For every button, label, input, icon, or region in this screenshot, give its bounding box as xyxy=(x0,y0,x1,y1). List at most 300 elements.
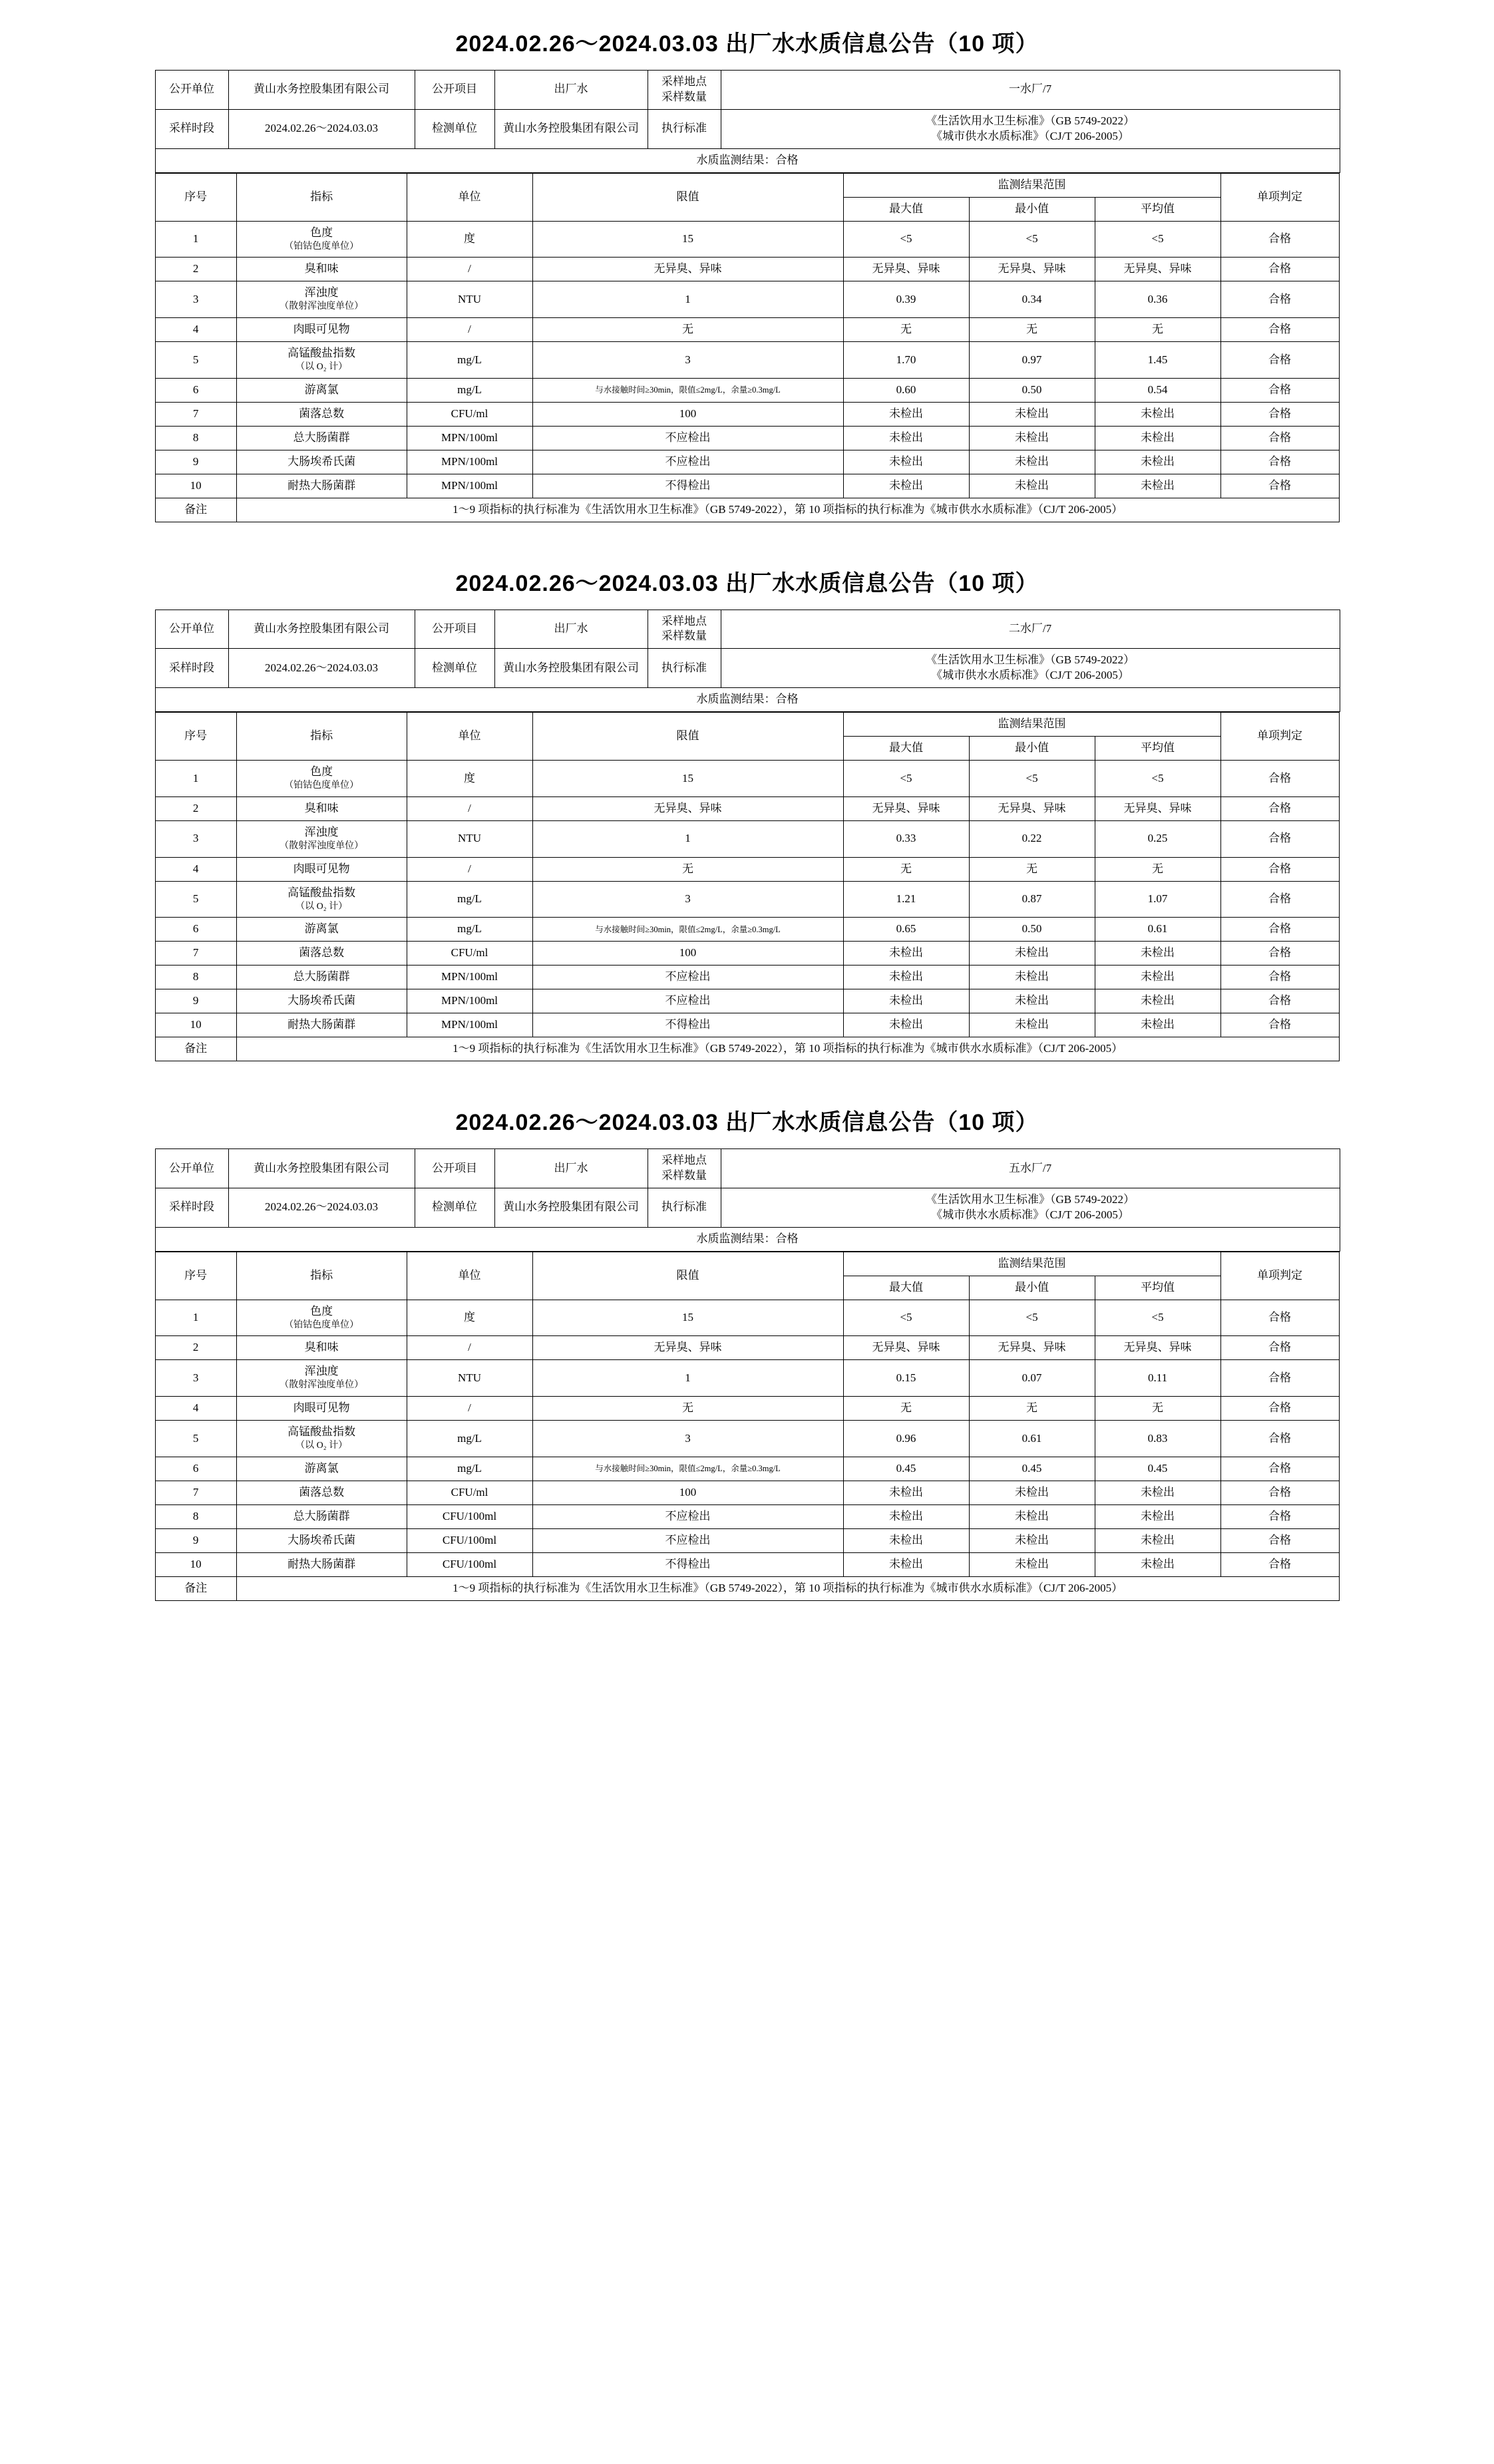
cell-judgement: 合格 xyxy=(1220,1300,1339,1336)
label-sample-site xyxy=(648,71,721,110)
value-standard xyxy=(721,649,1340,688)
cell-avg: 0.54 xyxy=(1095,378,1220,402)
page-title: 2024.02.26～2024.03.03 出厂水水质信息公告（10 项） xyxy=(455,570,1039,596)
cell-unit: MPN/100ml xyxy=(407,989,532,1013)
table-row xyxy=(155,1481,1339,1504)
value-test-unit: 黄山水务控股集团有限公司 xyxy=(494,649,648,688)
cell-index: 3 xyxy=(155,1360,236,1397)
cell-limit: 不得检出 xyxy=(532,474,843,498)
value-test-unit: 黄山水务控股集团有限公司 xyxy=(494,109,648,148)
cell-judgement: 合格 xyxy=(1220,1481,1339,1504)
cell-unit: MPN/100ml xyxy=(407,450,532,474)
indicator-name: 肉眼可见物 xyxy=(293,862,350,875)
indicator-name-sub: （铂钴色度单位） xyxy=(284,1320,359,1330)
cell-index: 8 xyxy=(155,1504,236,1528)
cell-indicator xyxy=(236,796,407,820)
cell-indicator xyxy=(236,1421,407,1457)
cell-indicator xyxy=(236,881,407,918)
cell-index: 2 xyxy=(155,1336,236,1360)
cell-min: <5 xyxy=(969,761,1095,797)
cell-unit: mg/L xyxy=(407,378,532,402)
cell-avg: 0.11 xyxy=(1095,1360,1220,1397)
cell-avg: 未检出 xyxy=(1095,450,1220,474)
cell-indicator xyxy=(236,1552,407,1576)
cell-indicator xyxy=(236,966,407,989)
report-meta-table xyxy=(155,610,1340,713)
cell-indicator xyxy=(236,989,407,1013)
cell-max: 无 xyxy=(843,857,969,881)
meta-row-result xyxy=(155,1227,1340,1251)
cell-unit: / xyxy=(407,318,532,342)
indicator-name: 耐热大肠菌群 xyxy=(287,1557,356,1570)
cell-limit: 无异臭、异味 xyxy=(532,796,843,820)
cell-unit: 度 xyxy=(407,221,532,258)
label-standard: 执行标准 xyxy=(648,1188,721,1227)
cell-unit: NTU xyxy=(407,281,532,318)
cell-indicator xyxy=(236,1528,407,1552)
table-row xyxy=(155,1360,1339,1397)
cell-max: 0.65 xyxy=(843,918,969,942)
label-standard: 执行标准 xyxy=(648,649,721,688)
cell-index: 3 xyxy=(155,820,236,857)
cell-index: 6 xyxy=(155,378,236,402)
cell-index: 1 xyxy=(155,761,236,797)
value-sample-site: 五水厂/7 xyxy=(721,1149,1340,1188)
cell-min: 未检出 xyxy=(969,474,1095,498)
cell-judgement: 合格 xyxy=(1220,1336,1339,1360)
cell-unit: MPN/100ml xyxy=(407,1013,532,1037)
cell-limit: 15 xyxy=(532,221,843,258)
cell-indicator xyxy=(236,1504,407,1528)
cell-max: <5 xyxy=(843,1300,969,1336)
header-unit: 单位 xyxy=(407,173,532,221)
cell-indicator xyxy=(236,1013,407,1037)
cell-judgement: 合格 xyxy=(1220,761,1339,797)
label-test-unit: 检测单位 xyxy=(415,649,494,688)
label-standard: 执行标准 xyxy=(648,109,721,148)
indicator-name-sub: （铂钴色度单位） xyxy=(284,781,359,791)
cell-avg: 1.45 xyxy=(1095,342,1220,379)
cell-index: 3 xyxy=(155,281,236,318)
cell-max: 未检出 xyxy=(843,402,969,426)
cell-limit: 1 xyxy=(532,820,843,857)
cell-limit: 1 xyxy=(532,281,843,318)
label-sample-site-line1: 采样地点 xyxy=(661,75,707,88)
table-row xyxy=(155,342,1339,379)
cell-max: 无 xyxy=(843,318,969,342)
table-row xyxy=(155,1421,1339,1457)
meta-row-publisher xyxy=(155,1149,1340,1188)
cell-avg: 0.45 xyxy=(1095,1457,1220,1481)
cell-unit: MPN/100ml xyxy=(407,966,532,989)
cell-limit: 不得检出 xyxy=(532,1552,843,1576)
table-row xyxy=(155,221,1339,258)
label-remark: 备注 xyxy=(155,498,236,522)
indicator-name: 游离氯 xyxy=(304,1462,339,1475)
cell-judgement: 合格 xyxy=(1220,1397,1339,1421)
cell-limit: 无 xyxy=(532,318,843,342)
cell-index: 7 xyxy=(155,942,236,966)
cell-min: 0.87 xyxy=(969,881,1095,918)
cell-index: 2 xyxy=(155,796,236,820)
cell-avg: 0.83 xyxy=(1095,1421,1220,1457)
cell-judgement: 合格 xyxy=(1220,857,1339,881)
header-indicator: 指标 xyxy=(236,173,407,221)
cell-avg: 无异臭、异味 xyxy=(1095,796,1220,820)
cell-index: 8 xyxy=(155,966,236,989)
cell-max: 0.15 xyxy=(843,1360,969,1397)
cell-unit: mg/L xyxy=(407,918,532,942)
cell-min: 未检出 xyxy=(969,966,1095,989)
cell-avg: <5 xyxy=(1095,761,1220,797)
table-header-row-1 xyxy=(155,713,1339,737)
cell-limit xyxy=(532,1457,843,1481)
cell-judgement: 合格 xyxy=(1220,426,1339,450)
cell-avg: 未检出 xyxy=(1095,1013,1220,1037)
meta-row-period xyxy=(155,109,1340,148)
cell-limit: 1 xyxy=(532,1360,843,1397)
cell-avg: 未检出 xyxy=(1095,402,1220,426)
cell-index: 4 xyxy=(155,318,236,342)
meta-row-publisher xyxy=(155,610,1340,649)
cell-avg: 未检出 xyxy=(1095,1552,1220,1576)
cell-min: <5 xyxy=(969,1300,1095,1336)
remark-text: 1～9 项指标的执行标准为《生活饮用水卫生标准》（GB 5749-2022），第 10 项指标的执行标准为《城市供水水质标准》（CJ/T 206-2005） xyxy=(236,1037,1339,1061)
cell-unit: mg/L xyxy=(407,881,532,918)
meta-row-publisher xyxy=(155,71,1340,110)
cell-judgement: 合格 xyxy=(1220,1360,1339,1397)
cell-avg: 无异臭、异味 xyxy=(1095,258,1220,281)
label-sample-site-line2: 采样数量 xyxy=(661,1169,707,1182)
table-row xyxy=(155,318,1339,342)
cell-indicator xyxy=(236,1481,407,1504)
cell-indicator xyxy=(236,1300,407,1336)
indicator-name: 菌落总数 xyxy=(299,1485,345,1498)
cell-index: 1 xyxy=(155,1300,236,1336)
cell-judgement: 合格 xyxy=(1220,1552,1339,1576)
value-publisher: 黄山水务控股集团有限公司 xyxy=(228,610,415,649)
table-row xyxy=(155,1397,1339,1421)
cell-judgement: 合格 xyxy=(1220,1457,1339,1481)
cell-avg: 未检出 xyxy=(1095,426,1220,450)
cell-index: 5 xyxy=(155,1421,236,1457)
indicator-name: 浑浊度 xyxy=(304,1365,339,1378)
cell-indicator xyxy=(236,1336,407,1360)
cell-min: 无异臭、异味 xyxy=(969,1336,1095,1360)
value-project: 出厂水 xyxy=(494,610,648,649)
cell-judgement: 合格 xyxy=(1220,402,1339,426)
indicator-name: 大肠埃希氏菌 xyxy=(287,1533,356,1546)
indicator-name: 色度 xyxy=(310,226,333,239)
cell-unit: / xyxy=(407,857,532,881)
cell-min: 0.34 xyxy=(969,281,1095,318)
cell-avg: 0.36 xyxy=(1095,281,1220,318)
indicator-name-sub: （以 O₂ 计） xyxy=(295,362,348,373)
indicator-name: 耐热大肠菌群 xyxy=(287,478,356,492)
indicator-name: 肉眼可见物 xyxy=(293,1401,350,1415)
cell-indicator xyxy=(236,450,407,474)
water-quality-result: 水质监测结果：合格 xyxy=(155,1227,1340,1251)
cell-limit: 3 xyxy=(532,1421,843,1457)
header-judgement: 单项判定 xyxy=(1220,713,1339,761)
cell-index: 10 xyxy=(155,1013,236,1037)
cell-judgement: 合格 xyxy=(1220,989,1339,1013)
cell-index: 4 xyxy=(155,857,236,881)
header-range: 监测结果范围 xyxy=(843,1252,1220,1276)
value-sample-site: 一水厂/7 xyxy=(721,71,1340,110)
cell-indicator xyxy=(236,258,407,281)
cell-max: 未检出 xyxy=(843,1013,969,1037)
label-sample-site-line2: 采样数量 xyxy=(661,629,707,643)
header-max: 最大值 xyxy=(843,737,969,761)
report-meta-table xyxy=(155,1148,1340,1252)
header-max: 最大值 xyxy=(843,1276,969,1300)
remark-text: 1～9 项指标的执行标准为《生活饮用水卫生标准》（GB 5749-2022），第 10 项指标的执行标准为《城市供水水质标准》（CJ/T 206-2005） xyxy=(236,1576,1339,1600)
table-header-row-1 xyxy=(155,173,1339,197)
indicator-name: 总大肠菌群 xyxy=(293,1509,350,1522)
cell-indicator xyxy=(236,761,407,797)
cell-avg: 无 xyxy=(1095,1397,1220,1421)
cell-min: 无异臭、异味 xyxy=(969,258,1095,281)
cell-limit: 100 xyxy=(532,402,843,426)
cell-indicator xyxy=(236,426,407,450)
header-judgement: 单项判定 xyxy=(1220,173,1339,221)
cell-limit: 不应检出 xyxy=(532,450,843,474)
table-row xyxy=(155,378,1339,402)
indicator-name: 总大肠菌群 xyxy=(293,431,350,444)
header-min: 最小值 xyxy=(969,1276,1095,1300)
cell-judgement: 合格 xyxy=(1220,221,1339,258)
cell-max: 未检出 xyxy=(843,1504,969,1528)
cell-max: 未检出 xyxy=(843,1528,969,1552)
label-remark: 备注 xyxy=(155,1037,236,1061)
cell-avg: 未检出 xyxy=(1095,966,1220,989)
cell-max: 无异臭、异味 xyxy=(843,258,969,281)
cell-judgement: 合格 xyxy=(1220,942,1339,966)
indicator-table xyxy=(155,173,1340,522)
indicator-name: 大肠埃希氏菌 xyxy=(287,994,356,1007)
cell-max: 0.96 xyxy=(843,1421,969,1457)
cell-judgement: 合格 xyxy=(1220,1528,1339,1552)
value-test-unit: 黄山水务控股集团有限公司 xyxy=(494,1188,648,1227)
remark-row xyxy=(155,1576,1339,1600)
cell-judgement: 合格 xyxy=(1220,281,1339,318)
header-avg: 平均值 xyxy=(1095,1276,1220,1300)
cell-limit: 不得检出 xyxy=(532,1013,843,1037)
table-row xyxy=(155,1013,1339,1037)
table-row xyxy=(155,426,1339,450)
value-publisher: 黄山水务控股集团有限公司 xyxy=(228,71,415,110)
cell-avg: <5 xyxy=(1095,1300,1220,1336)
cell-index: 1 xyxy=(155,221,236,258)
cell-min: <5 xyxy=(969,221,1095,258)
header-index: 序号 xyxy=(155,173,236,221)
cell-index: 10 xyxy=(155,1552,236,1576)
cell-min: 无 xyxy=(969,1397,1095,1421)
cell-unit: MPN/100ml xyxy=(407,474,532,498)
label-remark: 备注 xyxy=(155,1576,236,1600)
cell-avg: 无异臭、异味 xyxy=(1095,1336,1220,1360)
table-row xyxy=(155,966,1339,989)
value-sample-period: 2024.02.26～2024.03.03 xyxy=(228,649,415,688)
cell-max: 0.45 xyxy=(843,1457,969,1481)
label-sample-site-line1: 采样地点 xyxy=(661,614,707,627)
cell-min: 0.22 xyxy=(969,820,1095,857)
cell-judgement: 合格 xyxy=(1220,918,1339,942)
cell-max: 未检出 xyxy=(843,1481,969,1504)
cell-min: 未检出 xyxy=(969,1481,1095,1504)
cell-judgement: 合格 xyxy=(1220,450,1339,474)
header-limit: 限值 xyxy=(532,713,843,761)
cell-limit: 15 xyxy=(532,1300,843,1336)
cell-limit: 无 xyxy=(532,1397,843,1421)
indicator-name-sub: （铂钴色度单位） xyxy=(284,241,359,252)
cell-unit: / xyxy=(407,1397,532,1421)
indicator-name: 浑浊度 xyxy=(304,825,339,838)
cell-indicator xyxy=(236,221,407,258)
indicator-name: 色度 xyxy=(310,765,333,779)
header-max: 最大值 xyxy=(843,197,969,221)
label-project: 公开项目 xyxy=(415,71,494,110)
limit-note: 与水接触时间≥30min，限值≤2mg/L，余量≥0.3mg/L xyxy=(595,385,781,395)
indicator-name: 色度 xyxy=(310,1304,333,1318)
cell-index: 4 xyxy=(155,1397,236,1421)
label-sample-period: 采样时段 xyxy=(155,109,228,148)
table-row xyxy=(155,1504,1339,1528)
table-row xyxy=(155,918,1339,942)
meta-row-period xyxy=(155,1188,1340,1227)
cell-min: 未检出 xyxy=(969,450,1095,474)
water-quality-report xyxy=(155,0,1340,522)
cell-indicator xyxy=(236,342,407,379)
cell-unit: MPN/100ml xyxy=(407,426,532,450)
table-row xyxy=(155,1336,1339,1360)
page-title: 2024.02.26～2024.03.03 出厂水水质信息公告（10 项） xyxy=(455,31,1039,57)
cell-max: 未检出 xyxy=(843,474,969,498)
cell-indicator xyxy=(236,1397,407,1421)
cell-limit: 不应检出 xyxy=(532,1504,843,1528)
cell-avg: 未检出 xyxy=(1095,942,1220,966)
cell-min: 0.97 xyxy=(969,342,1095,379)
cell-index: 2 xyxy=(155,258,236,281)
cell-max: 无异臭、异味 xyxy=(843,1336,969,1360)
cell-avg: 无 xyxy=(1095,857,1220,881)
indicator-name-sub: （散射浑浊度单位） xyxy=(280,840,364,851)
table-row xyxy=(155,761,1339,797)
header-min: 最小值 xyxy=(969,737,1095,761)
cell-unit: mg/L xyxy=(407,1457,532,1481)
cell-unit: / xyxy=(407,1336,532,1360)
cell-unit: 度 xyxy=(407,1300,532,1336)
header-indicator: 指标 xyxy=(236,713,407,761)
cell-min: 未检出 xyxy=(969,942,1095,966)
cell-judgement: 合格 xyxy=(1220,881,1339,918)
cell-avg: 0.25 xyxy=(1095,820,1220,857)
cell-judgement: 合格 xyxy=(1220,318,1339,342)
cell-avg: 0.61 xyxy=(1095,918,1220,942)
table-row xyxy=(155,402,1339,426)
water-quality-report xyxy=(155,1079,1340,1601)
cell-min: 0.50 xyxy=(969,378,1095,402)
cell-avg: 未检出 xyxy=(1095,1528,1220,1552)
cell-index: 7 xyxy=(155,1481,236,1504)
cell-limit: 不应检出 xyxy=(532,989,843,1013)
cell-max: 未检出 xyxy=(843,989,969,1013)
cell-limit: 不应检出 xyxy=(532,966,843,989)
cell-avg: 未检出 xyxy=(1095,474,1220,498)
indicator-name: 大肠埃希氏菌 xyxy=(287,454,356,468)
indicator-table xyxy=(155,1252,1340,1601)
cell-min: 无 xyxy=(969,318,1095,342)
label-sample-period: 采样时段 xyxy=(155,649,228,688)
label-publisher: 公开单位 xyxy=(155,1149,228,1188)
report-meta-table xyxy=(155,70,1340,173)
cell-indicator xyxy=(236,820,407,857)
indicator-name: 游离氯 xyxy=(304,383,339,396)
value-publisher: 黄山水务控股集团有限公司 xyxy=(228,1149,415,1188)
water-quality-report xyxy=(155,540,1340,1062)
cell-indicator xyxy=(236,1457,407,1481)
cell-max: 未检出 xyxy=(843,1552,969,1576)
table-row xyxy=(155,989,1339,1013)
header-judgement: 单项判定 xyxy=(1220,1252,1339,1300)
cell-indicator xyxy=(236,318,407,342)
value-project: 出厂水 xyxy=(494,1149,648,1188)
table-row xyxy=(155,942,1339,966)
cell-limit xyxy=(532,918,843,942)
label-sample-site-line2: 采样数量 xyxy=(661,90,707,103)
indicator-name-sub: （散射浑浊度单位） xyxy=(280,1380,364,1391)
indicator-name: 菌落总数 xyxy=(299,407,345,420)
indicator-name: 高锰酸盐指数 xyxy=(287,886,356,899)
cell-max: <5 xyxy=(843,221,969,258)
header-avg: 平均值 xyxy=(1095,737,1220,761)
cell-min: 未检出 xyxy=(969,1528,1095,1552)
table-row xyxy=(155,881,1339,918)
cell-limit: 3 xyxy=(532,342,843,379)
indicator-name: 肉眼可见物 xyxy=(293,323,350,336)
cell-limit: 不应检出 xyxy=(532,1528,843,1552)
cell-min: 未检出 xyxy=(969,1013,1095,1037)
table-row xyxy=(155,258,1339,281)
cell-min: 未检出 xyxy=(969,402,1095,426)
cell-judgement: 合格 xyxy=(1220,378,1339,402)
cell-max: 未检出 xyxy=(843,942,969,966)
standard-line-2: 《城市供水水质标准》（CJ/T 206-2005） xyxy=(931,669,1129,682)
cell-limit: 100 xyxy=(532,1481,843,1504)
standard-line-2: 《城市供水水质标准》（CJ/T 206-2005） xyxy=(931,1208,1129,1221)
remark-row xyxy=(155,1037,1339,1061)
label-sample-site xyxy=(648,1149,721,1188)
cell-index: 9 xyxy=(155,989,236,1013)
cell-unit: mg/L xyxy=(407,1421,532,1457)
cell-judgement: 合格 xyxy=(1220,258,1339,281)
cell-max: 0.39 xyxy=(843,281,969,318)
label-project: 公开项目 xyxy=(415,1149,494,1188)
cell-indicator xyxy=(236,1360,407,1397)
cell-avg: 未检出 xyxy=(1095,989,1220,1013)
cell-limit: 3 xyxy=(532,881,843,918)
label-project: 公开项目 xyxy=(415,610,494,649)
value-sample-period: 2024.02.26～2024.03.03 xyxy=(228,1188,415,1227)
table-row xyxy=(155,1457,1339,1481)
standard-line-1: 《生活饮用水卫生标准》（GB 5749-2022） xyxy=(925,114,1135,127)
cell-min: 未检出 xyxy=(969,1504,1095,1528)
header-indicator: 指标 xyxy=(236,1252,407,1300)
cell-unit: CFU/ml xyxy=(407,1481,532,1504)
cell-judgement: 合格 xyxy=(1220,1504,1339,1528)
cell-min: 0.07 xyxy=(969,1360,1095,1397)
